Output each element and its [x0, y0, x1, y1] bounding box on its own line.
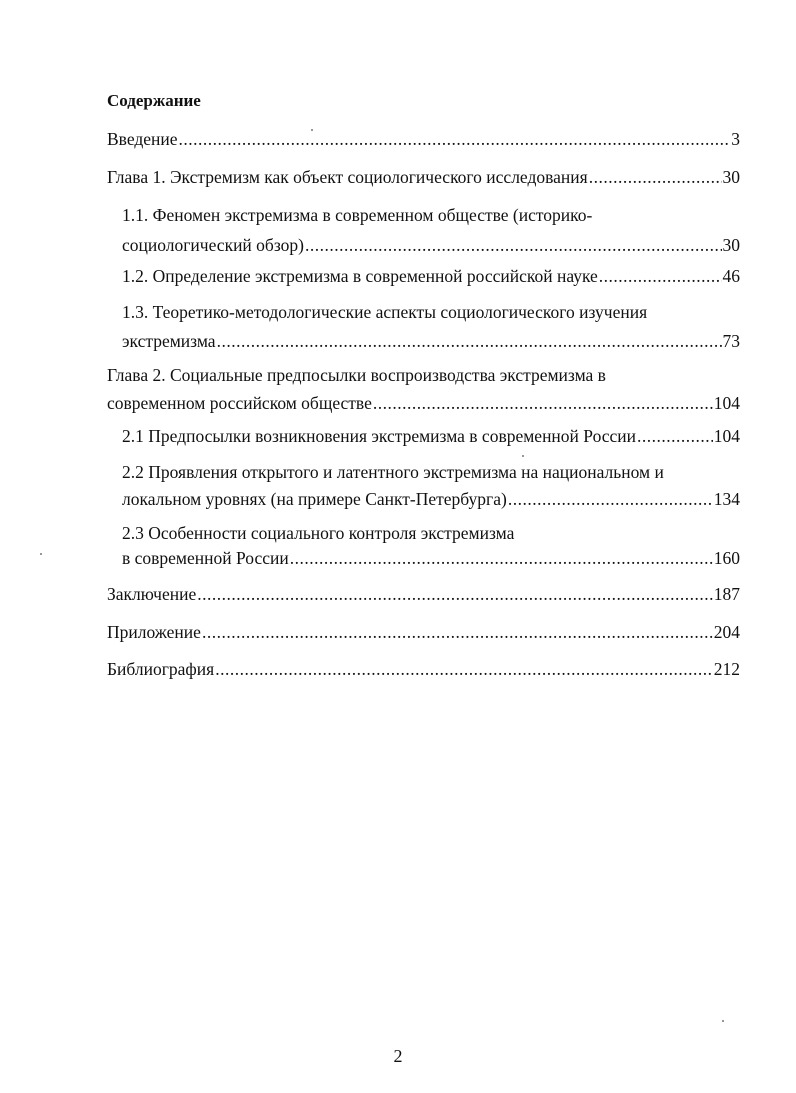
toc-leader-dots: [599, 264, 722, 288]
toc-entry-title: Введение: [107, 129, 178, 149]
scan-speck: [522, 455, 524, 457]
toc-entry-page: 160: [713, 548, 740, 568]
toc-entry-title: 2.1 Предпосылки возникновения экстремизма в современной России: [122, 426, 637, 446]
scan-speck: [722, 1020, 724, 1022]
toc-entry-title: Приложение: [107, 622, 201, 642]
toc-entry-title-line: Глава 2. Социальные предпосылки воспроизводства экстремизма в: [107, 365, 606, 385]
toc-leader-dots: [508, 487, 713, 511]
toc-entry-section-2-1[interactable]: [122, 424, 740, 448]
scan-speck: [40, 553, 42, 555]
toc-leader-dots: [202, 620, 713, 644]
toc-entry-title: Библиография: [107, 659, 215, 679]
toc-entry-introduction[interactable]: [107, 127, 740, 151]
toc-entry-title: Заключение: [107, 584, 197, 604]
toc-entry-bibliography[interactable]: [107, 657, 740, 681]
toc-entry-title: локальном уровнях (на примере Санкт-Петербурга): [122, 489, 507, 509]
toc-title: Содержание: [107, 91, 201, 110]
toc-entry-page: 30: [722, 235, 740, 255]
toc-leader-dots: [589, 165, 722, 189]
toc-entry-title: 1.2. Определение экстремизма в современной российской науке: [122, 266, 598, 286]
toc-entry-page: 212: [713, 659, 740, 679]
toc-entry-section-2-2[interactable]: [122, 460, 740, 511]
toc-entry-page: 46: [722, 266, 740, 286]
page-number: 2: [393, 1046, 403, 1066]
toc-leader-dots: [215, 657, 713, 681]
toc-entry-section-2-3[interactable]: [122, 521, 740, 570]
toc-leader-dots: [373, 391, 713, 415]
scan-speck: [311, 129, 313, 131]
toc-entry-title: экстремизма: [122, 331, 216, 351]
toc-entry-page: 104: [713, 393, 740, 413]
toc-leader-dots: [637, 424, 713, 448]
toc-entry-page: 187: [713, 584, 740, 604]
toc-entry-title: социологический обзор): [122, 235, 304, 255]
toc-entry-title-line: 2.3 Особенности социального контроля экстремизма: [122, 523, 515, 543]
toc-entry-page: 3: [731, 129, 740, 149]
toc-leader-dots: [197, 582, 713, 606]
toc-leader-dots: [179, 127, 731, 151]
toc-leader-dots: [290, 546, 713, 570]
toc-entry-chapter-1[interactable]: [107, 165, 740, 189]
toc-entry-title: Глава 1. Экстремизм как объект социологического исследования: [107, 167, 588, 187]
toc-leader-dots: [305, 233, 722, 257]
toc-leader-dots: [217, 329, 722, 353]
toc-entry-section-1-3[interactable]: [122, 300, 740, 353]
toc-entry-title: в современной России: [122, 548, 289, 568]
toc-entry-section-1-2[interactable]: [122, 264, 740, 288]
toc-entry-section-1-1[interactable]: [122, 203, 740, 257]
toc-entry-page: 73: [722, 331, 740, 351]
toc-entry-page: 104: [713, 426, 740, 446]
toc-entry-title-line: 2.2 Проявления открытого и латентного экстремизма на национальном и: [122, 462, 664, 482]
toc-entry-page: 134: [713, 489, 740, 509]
toc-entry-page: 204: [713, 622, 740, 642]
toc-entry-appendix[interactable]: [107, 620, 740, 644]
toc-entry-title: современном российском обществе: [107, 393, 372, 413]
toc-entry-title-line: 1.3. Теоретико-методологические аспекты социологического изучения: [122, 302, 648, 322]
toc-entry-chapter-2[interactable]: [107, 363, 740, 415]
toc-entry-title-line: 1.1. Феномен экстремизма в современном обществе (историко-: [122, 205, 593, 225]
toc-entry-conclusion[interactable]: [107, 582, 740, 606]
toc-entry-page: 30: [722, 167, 740, 187]
